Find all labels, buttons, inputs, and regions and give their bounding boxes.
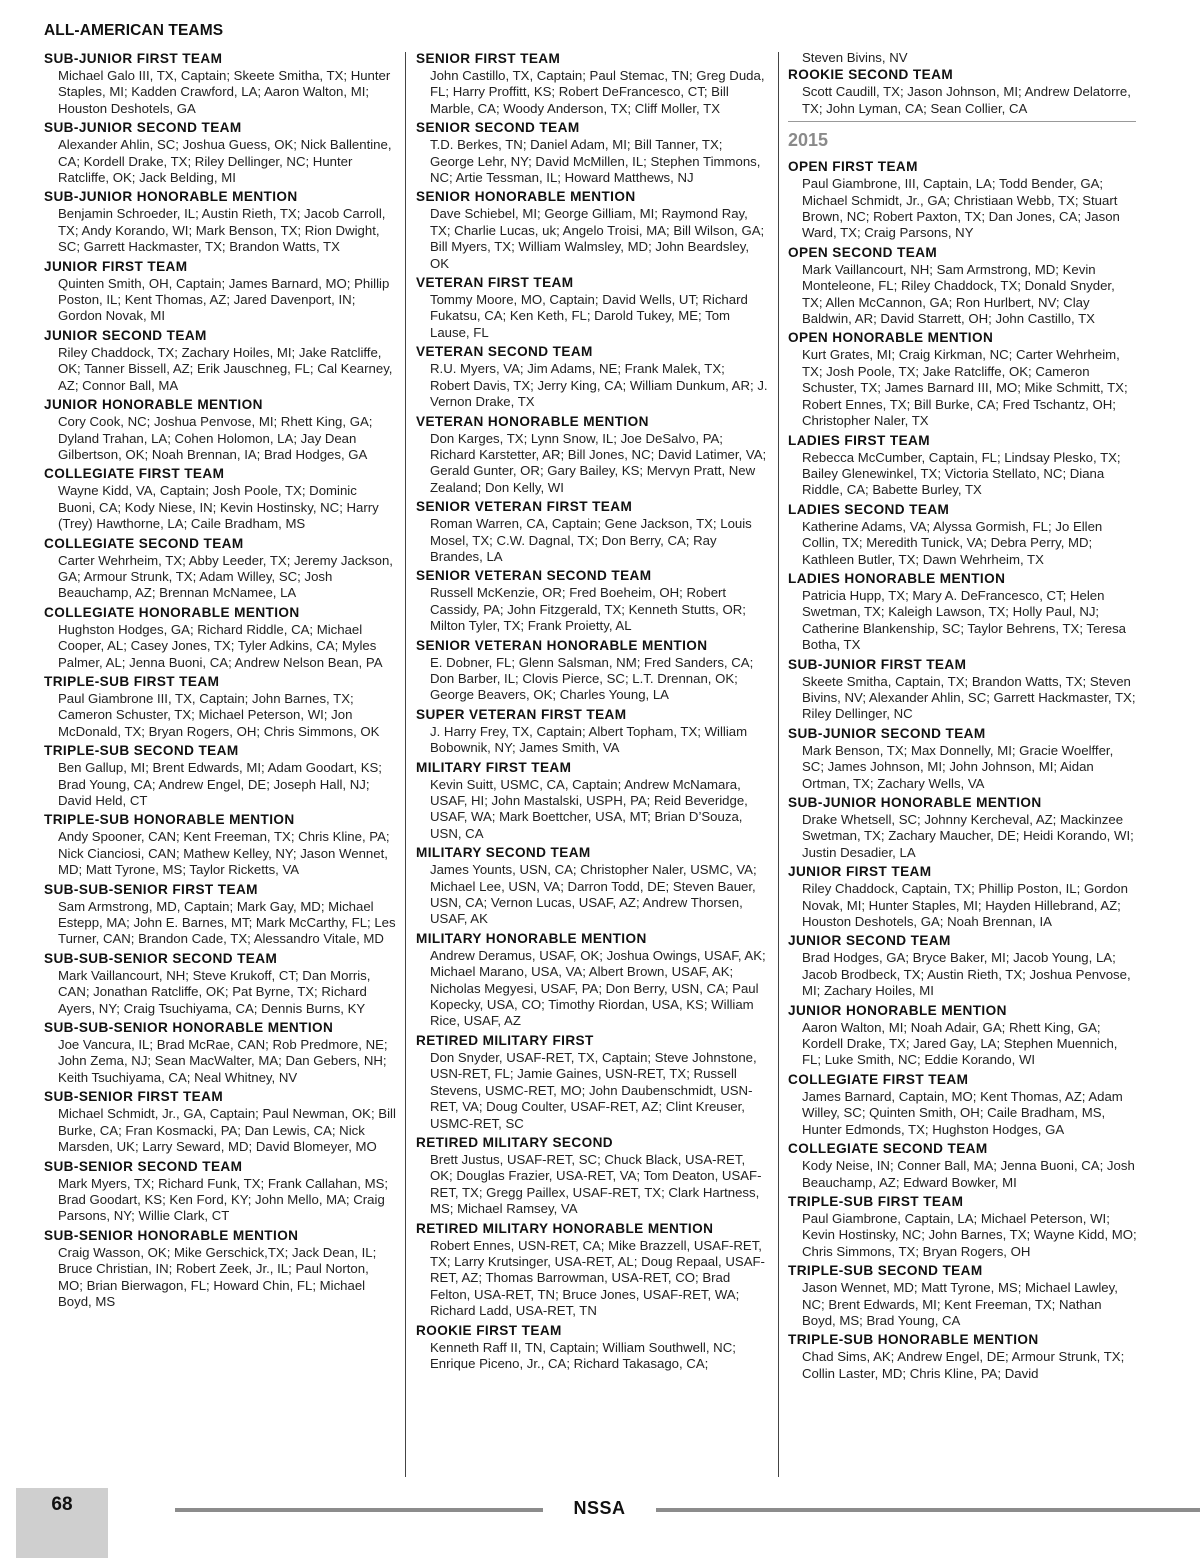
team-heading: SUB-JUNIOR HONORABLE MENTION	[44, 189, 298, 205]
team-section	[44, 535, 396, 602]
team-section	[788, 656, 1138, 723]
team-section	[788, 244, 1138, 328]
team-members: Russell McKenzie, OR; Fred Boeheim, OH; Robert Cassidy, PA; John Fitzgerald, TX; Kenneth Stutts, OR; Milton Tyler, TX; Frank Proietty, AL	[430, 585, 746, 634]
team-members: Scott Caudill, TX; Jason Johnson, MI; Andrew Delatorre, TX; John Lyman, CA; Sean Collier, CA	[802, 84, 1131, 116]
team-heading: SUB-JUNIOR SECOND TEAM	[788, 725, 986, 741]
team-section	[416, 637, 768, 704]
team-section	[416, 343, 768, 410]
team-members: John Castillo, TX, Captain; Paul Stemac, TN; Greg Duda, FL; Harry Proffitt, KS; Robert DeFrancesco, CT; Bill Marble, CA; Woody Anderson, TX; Cliff Moller, TX	[430, 68, 765, 116]
team-section	[788, 329, 1138, 429]
team-heading: JUNIOR SECOND TEAM	[44, 327, 207, 343]
team-section	[788, 501, 1138, 568]
team-heading: SUB-SUB-SENIOR FIRST TEAM	[44, 881, 258, 897]
team-section	[416, 930, 768, 1030]
team-members: Kurt Grates, MI; Craig Kirkman, NC; Carter Wehrheim, TX; Josh Poole, TX; Jake Ratcliffe, OK; Cameron Schuster, TX; James Barnard III, MO; Mike Schmitt, TX; Robert Ennes, TX; Bill Burke, CA; Fred Tschantz, OH; Christopher Naler, TX	[802, 347, 1128, 429]
team-section	[788, 1071, 1138, 1138]
team-section	[44, 1088, 396, 1155]
team-members: Katherine Adams, VA; Alyssa Gormish, FL; Jo Ellen Collin, TX; Meredith Tunick, VA; Debra Perry, MD; Kathleen Butler, TX; Dawn Wehrheim, TX	[802, 518, 1103, 567]
team-section	[44, 258, 396, 325]
team-section	[788, 1331, 1138, 1382]
team-heading: OPEN HONORABLE MENTION	[788, 330, 994, 346]
team-section	[788, 1262, 1138, 1329]
team-section	[44, 188, 396, 255]
team-section	[788, 863, 1138, 930]
team-heading: JUNIOR SECOND TEAM	[788, 933, 951, 949]
team-members: Brett Justus, USAF-RET, SC; Chuck Black, USA-RET, OK; Douglas Frazier, USA-RET, VA; Tom Deaton, USAF-RET, TX; Gregg Paillex, USAF-RET, TX; Clark Hartness, MS; Michael Ramsey, VA	[430, 1151, 762, 1217]
team-members: Benjamin Schroeder, IL; Austin Rieth, TX; Jacob Carroll, TX; Andy Korando, WI; Mark Benson, TX; Rion Dwight, SC; Garrett Hackmaster, TX; Brandon Watts, TX	[58, 206, 386, 255]
column-1	[44, 50, 396, 1312]
team-members: Drake Whetsell, SC; Johnny Kercheval, AZ; Mackinzee Swetman, TX; Zachary Maucher, DE; Heidi Korando, WI; Justin Desadier, LA	[802, 812, 1134, 860]
team-heading: SENIOR SECOND TEAM	[416, 120, 580, 136]
year-heading: 2015	[788, 130, 829, 151]
team-members: Kenneth Raff II, TN, Captain; William Southwell, NC; Enrique Piceno, Jr., CA; Richard Takasago, CA;	[430, 1339, 736, 1371]
continued-text: Steven Bivins, NV	[802, 50, 908, 65]
team-heading: RETIRED MILITARY SECOND	[416, 1134, 614, 1150]
team-heading: TRIPLE-SUB SECOND TEAM	[788, 1263, 983, 1279]
team-section	[788, 932, 1138, 999]
team-heading: JUNIOR FIRST TEAM	[44, 258, 188, 274]
team-members: Michael Galo III, TX, Captain; Skeete Smitha, TX; Hunter Staples, MI; Kadden Crawford, LA; Aaron Walton, MI; Houston Deshotels, GA	[58, 68, 391, 116]
team-section	[44, 950, 396, 1017]
column-3	[788, 50, 1138, 1384]
team-members: Andy Spooner, CAN; Kent Freeman, TX; Chris Kline, PA; Nick Cianciosi, CAN; Mathew Kelley, NY; Jason Wennet, MD; Matt Tyrone, MS; Taylor Ricketts, VA	[58, 829, 390, 878]
column-divider	[405, 52, 406, 1477]
team-members: E. Dobner, FL; Glenn Salsman, NM; Fred Sanders, CA; Don Barber, IL; Clovis Pierce, SC; L.T. Drennan, OK; George Beavers, OK; Charles Young, LA	[430, 654, 754, 703]
team-heading: SUPER VETERAN FIRST TEAM	[416, 706, 627, 722]
column-divider	[778, 52, 779, 1477]
team-heading: JUNIOR HONORABLE MENTION	[44, 397, 263, 413]
page-number-box	[16, 1488, 108, 1558]
team-members: James Younts, USN, CA; Christopher Naler, USMC, VA; Michael Lee, USN, VA; Darron Todd, DE; Steven Bauer, USN, CA; Vernon Lucas, USAF, AZ; Andrew Thorsen, USAF, AK	[430, 862, 757, 927]
team-members: Sam Armstrong, MD, Captain; Mark Gay, MD; Michael Estepp, MA; John E. Barnes, MT; Mark McCarthy, FL; Les Turner, CAN; Brandon Cade, TX; Alessandro Vitale, MD	[58, 898, 396, 947]
team-heading: SUB-JUNIOR FIRST TEAM	[788, 656, 967, 672]
team-heading: SUB-JUNIOR FIRST TEAM	[44, 51, 223, 66]
team-heading: TRIPLE-SUB FIRST TEAM	[788, 1193, 964, 1209]
page-number: 68	[51, 1494, 73, 1515]
team-section	[416, 1032, 768, 1132]
team-members: Robert Ennes, USN-RET, CA; Mike Brazzell, USAF-RET, TX; Larry Krutsinger, USA-RET, AL; Doug Repaal, USAF-RET, AZ; Thomas Barrowman, USA-RET, CO; Brad Felton, USA-RET, TN; Bruce Jones, USAF-RET, WA; Richard Ladd, USA-RET, TN	[430, 1237, 765, 1319]
team-members: Dave Schiebel, MI; George Gilliam, MI; Raymond Ray, TX; Charlie Lucas, uk; Angelo Troisi, MA; Bill Wilson, GA; Bill Myers, TX; William Walmsley, MD; John Beardsley, OK	[430, 206, 765, 271]
team-section	[44, 673, 396, 740]
team-heading: VETERAN SECOND TEAM	[416, 344, 593, 360]
team-heading: MILITARY SECOND TEAM	[416, 845, 591, 861]
team-heading: MILITARY HONORABLE MENTION	[416, 930, 647, 946]
team-section	[416, 498, 768, 565]
team-section	[788, 1140, 1138, 1191]
team-members: Riley Chaddock, TX; Zachary Hoiles, MI; Jake Ratcliffe, OK; Tanner Bissell, AZ; Erik Jauschneg, FL; Cal Kearney, AZ; Connor Ball, MA	[58, 344, 393, 393]
team-members: Kevin Suitt, USMC, CA, Captain; Andrew McNamara, USAF, HI; John Mastalski, USPH, PA; Reid Beveridge, USAF, WA; Mark Boettcher, USA, MT; Brian D’Souza, USN, CA	[430, 776, 748, 841]
team-heading: JUNIOR FIRST TEAM	[788, 864, 932, 880]
team-members: Ben Gallup, MI; Brent Edwards, MI; Adam Goodart, KS; Brad Young, CA; Andrew Engel, DE; Joseph Hall, NJ; David Held, CT	[58, 760, 382, 808]
team-members: Mark Benson, TX; Max Donnelly, MI; Gracie Woelffer, SC; James Johnson, MI; John Johnson, MI; Aidan Ortman, TX; Zachary Wells, VA	[802, 742, 1114, 791]
team-heading: RETIRED MILITARY HONORABLE MENTION	[416, 1220, 714, 1236]
team-members: Craig Wasson, OK; Mike Gerschick,TX; Jack Dean, IL; Bruce Christian, IN; Robert Zeek, Jr., IL; Paul Norton, MO; Brian Bierwagon, FL; Howard Chin, FL; Michael Boyd, MS	[58, 1244, 377, 1309]
team-members: Mark Vaillancourt, NH; Steve Krukoff, CT; Dan Morris, CAN; Jonathan Ratcliffe, OK; Pat Byrne, TX; Richard Ayers, NY; Craig Tsuchiyama, CA; Dennis Burns, KY	[58, 967, 371, 1016]
team-heading: COLLEGIATE SECOND TEAM	[44, 535, 244, 551]
team-heading: SENIOR FIRST TEAM	[416, 51, 561, 66]
team-section	[44, 742, 396, 809]
team-heading: OPEN SECOND TEAM	[788, 244, 938, 260]
team-heading: SENIOR VETERAN HONORABLE MENTION	[416, 637, 708, 653]
team-section	[416, 1134, 768, 1218]
column-2	[416, 50, 768, 1374]
team-heading: SENIOR VETERAN FIRST TEAM	[416, 499, 633, 515]
team-section	[44, 1158, 396, 1225]
team-members: T.D. Berkes, TN; Daniel Adam, MI; Bill Tanner, TX; George Lehr, NY; David McMillen, IL; Stephen Timmons, NC; Artie Tessman, IL; Howard Matthews, NJ	[430, 137, 761, 186]
team-section	[416, 50, 768, 117]
team-heading: SUB-SUB-SENIOR HONORABLE MENTION	[44, 1020, 334, 1036]
year-block	[788, 121, 1138, 150]
team-heading: LADIES FIRST TEAM	[788, 432, 930, 448]
team-heading: ROOKIE FIRST TEAM	[416, 1322, 562, 1338]
team-members: Hughston Hodges, GA; Richard Riddle, CA; Michael Cooper, AL; Casey Jones, TX; Tyler Adkins, CA; Myles Palmer, AL; Jenna Buoni, CA; Andrew Nelson Bean, PA	[58, 621, 383, 670]
team-members: Mark Myers, TX; Richard Funk, TX; Frank Callahan, MS; Brad Goodart, KS; Ken Ford, KY; John Mello, MA; Craig Parsons, NY; Willie Clark, CT	[58, 1175, 389, 1224]
team-section	[788, 1193, 1138, 1260]
team-heading: TRIPLE-SUB HONORABLE MENTION	[44, 812, 295, 828]
page-title: ALL-AMERICAN TEAMS	[44, 22, 224, 39]
team-section	[44, 396, 396, 463]
team-heading: SUB-SENIOR HONORABLE MENTION	[44, 1227, 299, 1243]
team-members: Michael Schmidt, Jr., GA, Captain; Paul Newman, OK; Bill Burke, CA; Fran Kosmacki, PA; Dan Lewis, CA; Nick Marsden, UK; Larry Seward, MD; David Blomeyer, MO	[58, 1106, 396, 1155]
footer-brand: NSSA	[573, 1498, 626, 1518]
team-section	[416, 119, 768, 186]
team-heading: VETERAN HONORABLE MENTION	[416, 413, 649, 429]
team-section	[416, 1220, 768, 1320]
team-section	[44, 50, 396, 117]
team-members: Kody Neise, IN; Conner Ball, MA; Jenna Buoni, CA; Josh Beauchamp, AZ; Edward Bowker, MI	[802, 1158, 1135, 1190]
footer-rule-left	[175, 1508, 543, 1512]
team-heading: SENIOR VETERAN SECOND TEAM	[416, 568, 652, 584]
team-members: Jason Wennet, MD; Matt Tyrone, MS; Michael Lawley, NC; Brent Edwards, MI; Kent Freeman, TX; Nathan Boyd, MS; Brad Young, CA	[802, 1280, 1118, 1328]
team-heading: TRIPLE-SUB SECOND TEAM	[44, 743, 239, 759]
team-members: Alexander Ahlin, SC; Joshua Guess, OK; Nick Ballentine, CA; Kordell Drake, TX; Riley Dellinger, NC; Hunter Ratcliffe, OK; Jack Belding, MI	[58, 137, 392, 186]
team-heading: SUB-JUNIOR HONORABLE MENTION	[788, 795, 1042, 810]
team-members: Patricia Hupp, TX; Mary A. DeFrancesco, CT; Helen Swetman, TX; Kaleigh Lawson, TX; Holly Paul, NJ; Catherine Blankenship, SC; Taylor Behrens, TX; Teresa Botha, TX	[802, 587, 1126, 653]
team-section	[416, 706, 768, 757]
team-section	[788, 432, 1138, 499]
team-members: Quinten Smith, OH, Captain; James Barnard, MO; Phillip Poston, IL; Kent Thomas, AZ; Jared Davenport, IN; Gordon Novak, MI	[58, 275, 390, 324]
team-section	[44, 1019, 396, 1086]
team-heading: ROOKIE SECOND TEAM	[788, 67, 954, 83]
team-members: Don Karges, TX; Lynn Snow, IL; Joe DeSalvo, PA; Richard Karstetter, AR; Bill Jones, NC; David Latimer, VA; Gerald Gunter, OR; Gary Bailey, KS; Mervyn Pratt, New Zealand; Don Kelly, WI	[430, 430, 767, 495]
team-heading: COLLEGIATE FIRST TEAM	[44, 466, 225, 482]
team-heading: SENIOR HONORABLE MENTION	[416, 189, 636, 205]
team-section	[44, 327, 396, 394]
team-heading: LADIES HONORABLE MENTION	[788, 570, 1006, 586]
team-section	[416, 759, 768, 843]
team-heading: TRIPLE-SUB FIRST TEAM	[44, 673, 220, 689]
team-members: Carter Wehrheim, TX; Abby Leeder, TX; Jeremy Jackson, GA; Armour Strunk, TX; Adam Willey, SC; Josh Beauchamp, AZ; Brennan McNamee, LA	[58, 552, 393, 601]
team-heading: TRIPLE-SUB HONORABLE MENTION	[788, 1332, 1039, 1348]
team-heading: SUB-JUNIOR SECOND TEAM	[44, 120, 242, 136]
team-members: Don Snyder, USAF-RET, TX, Captain; Steve Johnstone, USN-RET, FL; Jamie Gaines, USN-RET, TX; Russell Stevens, USMC-RET, MO; John Daubenschmidt, USN-RET, VA; Doug Coulter, USAF-RET, AZ; Clint Kreuser, USMC-RET, SC	[430, 1049, 757, 1131]
team-section	[788, 794, 1138, 861]
team-section	[416, 274, 768, 341]
team-members: Rebecca McCumber, Captain, FL; Lindsay Plesko, TX; Bailey Glenewinkel, TX; Victoria Stellato, NC; Diana Riddle, CA; Babette Burley, TX	[802, 449, 1121, 498]
team-heading: COLLEGIATE FIRST TEAM	[788, 1071, 969, 1087]
team-members: Cory Cook, NC; Joshua Penvose, MI; Rhett King, GA; Dyland Trahan, LA; Cohen Holomon, LA; Jay Dean Gilbertson, OK; Noah Brennan, IA; Brad Hodges, GA	[58, 414, 373, 462]
team-section	[44, 881, 396, 948]
team-section	[44, 1227, 396, 1311]
team-members: Joe Vancura, IL; Brad McRae, CAN; Rob Predmore, NE; John Zema, NJ; Sean MacWalter, MA; Dan Gebers, NH; Keith Tsuchiyama, CA; Neal Whitney, NV	[58, 1037, 388, 1085]
team-heading: SUB-SENIOR SECOND TEAM	[44, 1158, 243, 1174]
team-heading: JUNIOR HONORABLE MENTION	[788, 1002, 1007, 1018]
team-members: Wayne Kidd, VA, Captain; Josh Poole, TX; Dominic Buoni, CA; Kody Niese, IN; Kevin Hostinsky, NC; Harry (Trey) Hawthorne, LA; Caile Bradham, MS	[58, 483, 379, 532]
team-members: Paul Giambrone, Captain, LA; Michael Peterson, WI; Kevin Hostinsky, NC; John Barnes, TX; Wayne Kidd, MO; Chris Simmons, TX; Bryan Rogers, OH	[802, 1210, 1137, 1259]
team-heading: RETIRED MILITARY FIRST	[416, 1032, 594, 1048]
team-members: James Barnard, Captain, MO; Kent Thomas, AZ; Adam Willey, SC; Quinten Smith, OH; Caile Bradham, MS, Hunter Edmonds, TX; Hughston Hodges, GA	[802, 1088, 1123, 1137]
team-heading: SUB-SENIOR FIRST TEAM	[44, 1089, 224, 1105]
team-section	[416, 1322, 768, 1373]
team-heading: VETERAN FIRST TEAM	[416, 275, 574, 291]
team-section	[416, 567, 768, 634]
team-members: R.U. Myers, VA; Jim Adams, NE; Frank Malek, TX; Robert Davis, TX; Jerry King, CA; William Dunkum, AR; J. Vernon Drake, TX	[430, 361, 768, 410]
team-heading: MILITARY FIRST TEAM	[416, 759, 572, 775]
team-section	[788, 725, 1138, 792]
team-section	[44, 604, 396, 671]
team-section	[788, 570, 1138, 654]
team-section	[788, 158, 1138, 242]
footer-rule-right	[656, 1508, 1200, 1512]
team-section	[416, 188, 768, 272]
team-members: Brad Hodges, GA; Bryce Baker, MI; Jacob Young, LA; Jacob Brodbeck, TX; Austin Rieth, TX; Joshua Penvose, MI; Zachary Hoiles, MI	[802, 950, 1131, 999]
team-members: Andrew Deramus, USAF, OK; Joshua Owings, USAF, AK; Michael Marano, USA, VA; Albert Brown, USAF, AK; Nicholas Megyesi, USAF, PA; Don Berry, USN, CA; Paul Kopecky, USA, CO; Timothy Riordan, USA, KS; William Rice, USAF, AZ	[430, 947, 766, 1029]
team-members: Aaron Walton, MI; Noah Adair, GA; Rhett King, GA; Kordell Drake, TX; Jared Gay, LA; Stephen Muennich, FL; Luke Smith, NC; Eddie Korando, WI	[802, 1019, 1118, 1068]
team-members: Paul Giambrone III, TX, Captain; John Barnes, TX; Cameron Schuster, TX; Michael Peterson, WI; Jon McDonald, TX; Bryan Rogers, OH; Chris Simmons, OK	[58, 690, 380, 739]
team-members: J. Harry Frey, TX, Captain; Albert Topham, TX; William Bobownik, NY; James Smith, VA	[430, 723, 748, 756]
team-members: Mark Vaillancourt, NH; Sam Armstrong, MD; Kevin Monteleone, FL; Riley Chaddock, TX; Donald Snyder, TX; Allen McCannon, GA; Ron Hurlbert, NV; Clay Baldwin, AR; David Starrett, OH; John Castillo, TX	[802, 261, 1115, 327]
team-section	[788, 66, 1138, 117]
team-members: Roman Warren, CA, Captain; Gene Jackson, TX; Louis Mosel, TX; C.W. Dagnal, TX; Don Berry, CA; Ray Brandes, LA	[430, 516, 752, 564]
team-heading: SUB-SUB-SENIOR SECOND TEAM	[44, 950, 278, 966]
team-section	[416, 844, 768, 928]
team-heading: COLLEGIATE SECOND TEAM	[788, 1141, 988, 1157]
team-members: Paul Giambrone, III, Captain, LA; Todd Bender, GA; Michael Schmidt, Jr., GA; Christiaan Webb, TX; Stuart Brown, NC; Robert Paxton, TX; Dan Jones, CA; Jason Ward, TX; Craig Parsons, NY	[802, 176, 1120, 241]
team-section	[44, 465, 396, 532]
team-members: Chad Sims, AK; Andrew Engel, DE; Armour Strunk, TX; Collin Laster, MD; Chris Kline, PA; David	[802, 1349, 1125, 1381]
team-members: Riley Chaddock, Captain, TX; Phillip Poston, IL; Gordon Novak, MI; Hunter Staples, MI; Hayden Hillebrand, AZ; Houston Deshotels, GA; Noah Brennan, IA	[802, 881, 1128, 930]
team-section	[416, 413, 768, 497]
team-section	[44, 811, 396, 878]
team-section	[788, 1002, 1138, 1069]
team-members: Tommy Moore, MO, Captain; David Wells, UT; Richard Fukatsu, CA; Ken Keth, FL; Darold Tukey, ME; Tom Lause, FL	[430, 292, 748, 340]
team-members: Skeete Smitha, Captain, TX; Brandon Watts, TX; Steven Bivins, NV; Alexander Ahlin, SC; Garrett Hackmaster, TX; Riley Dellinger, NC	[802, 673, 1136, 722]
team-heading: OPEN FIRST TEAM	[788, 159, 918, 175]
team-heading: LADIES SECOND TEAM	[788, 501, 950, 517]
team-heading: COLLEGIATE HONORABLE MENTION	[44, 604, 300, 620]
year-divider	[788, 121, 1136, 122]
team-section	[44, 119, 396, 186]
